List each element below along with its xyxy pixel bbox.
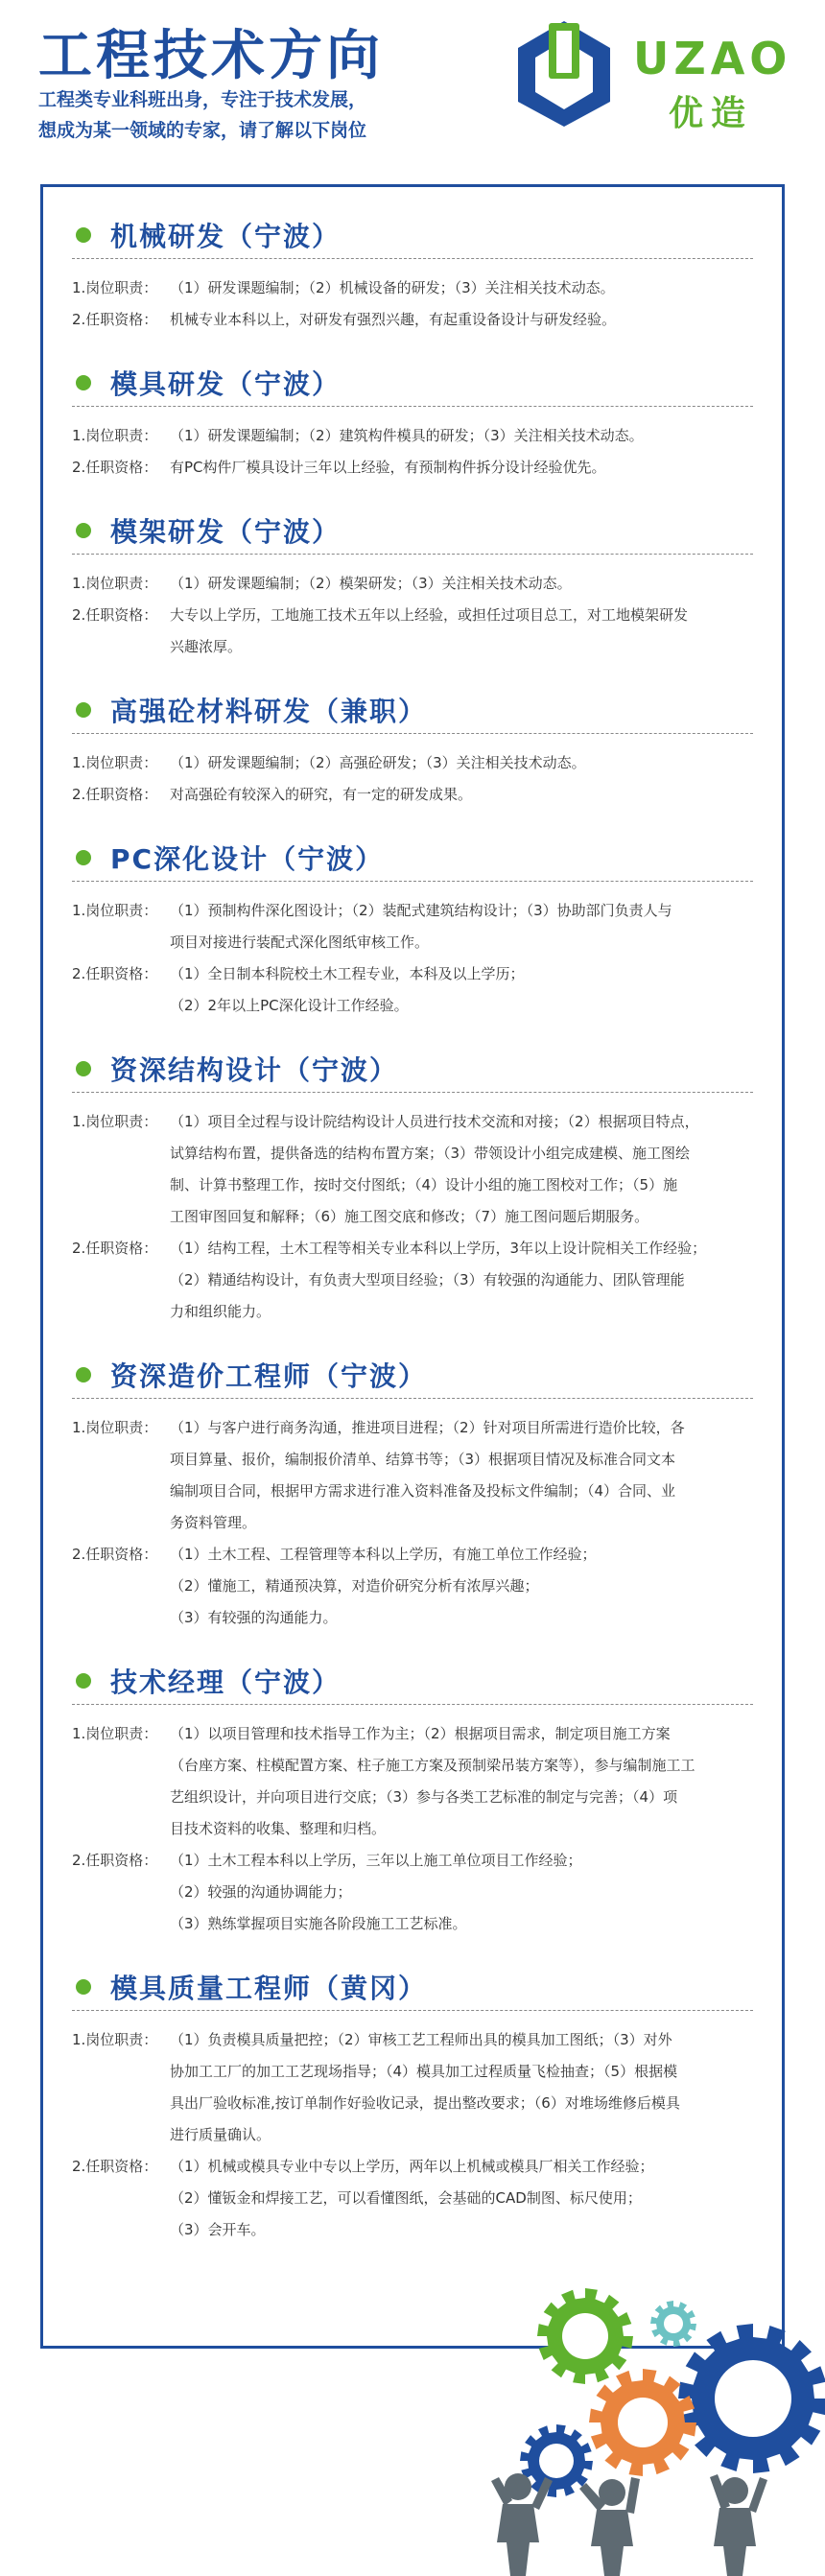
- job-duties: [72, 747, 753, 779]
- row-line: 务资料管理。: [170, 1514, 257, 1531]
- hexagon-logo-icon: [510, 17, 618, 129]
- row-line: （3）熟练掌握项目实施各阶段施工工艺标准。: [170, 1915, 467, 1932]
- logo-text-cn: 优造: [669, 94, 754, 133]
- job-duties: [72, 420, 753, 452]
- job-section: [72, 1046, 753, 1328]
- row-line: 协加工工厂的加工工艺现场指导；（4）模具加工过程质量飞检抽查；（5）根据模: [170, 2063, 678, 2080]
- row-body: [170, 2151, 753, 2246]
- row-line: （2）2年以上PC深化设计工作经验。: [170, 997, 409, 1014]
- row-label: 1.岗位职责：: [72, 575, 158, 592]
- row-line: （1）结构工程，土木工程等相关专业本科以上学历，3年以上设计院相关工作经验；: [170, 1240, 707, 1257]
- page-title: 工程技术方向: [38, 25, 384, 87]
- row-line: （1）以项目管理和技术指导工作为主；（2）根据项目需求，制定项目施工方案: [170, 1725, 671, 1742]
- row-line: （1）土木工程本科以上学历，三年以上施工单位项目工作经验；: [170, 1852, 582, 1869]
- row-line: （1）研发课题编制；（2）建筑构件模具的研发；（3）关注相关技术动态。: [170, 427, 644, 444]
- row-label: 1.岗位职责：: [72, 902, 158, 919]
- row-line: （2）懂钣金和焊接工艺，可以看懂图纸，会基础的CAD制图、标尺使用；: [170, 2189, 642, 2207]
- logo-text-en: UZAO: [633, 33, 792, 84]
- row-label: 2.任职资格：: [72, 786, 158, 803]
- row-body: [170, 895, 753, 958]
- section-header: [72, 212, 753, 259]
- section-header: [72, 1658, 753, 1705]
- row-body: [170, 420, 753, 452]
- job-title: 机械研发（宁波）: [110, 221, 342, 252]
- section-header: [72, 687, 753, 734]
- job-section: [72, 360, 753, 484]
- row-line: 试算结构布置，提供备选的结构布置方案；（3）带领设计小组完成建模、施工图绘: [170, 1145, 691, 1162]
- job-requirements: [72, 304, 753, 336]
- bullet-dot-icon: [76, 1061, 91, 1076]
- row-body: [170, 747, 753, 779]
- row-line: （台座方案、柱模配置方案、柱子施工方案及预制梁吊装方案等），参与编制施工工: [170, 1757, 695, 1774]
- bullet-dot-icon: [76, 1979, 91, 1995]
- row-label: 1.岗位职责：: [72, 1419, 158, 1436]
- job-listing-frame: [40, 184, 785, 2349]
- job-requirements: [72, 452, 753, 484]
- intro-line: 想成为某一领域的专家，请了解以下岗位: [38, 120, 367, 141]
- row-line: （2）较强的沟通协调能力；: [170, 1883, 352, 1901]
- gears-teamwork-illustration: [460, 2264, 825, 2576]
- section-header: [72, 1046, 753, 1093]
- job-requirements: [72, 779, 753, 811]
- section-header: [72, 360, 753, 407]
- job-title: 高强砼材料研发（兼职）: [110, 696, 428, 727]
- row-line: 目技术资料的收集、整理和归档。: [170, 1820, 387, 1837]
- job-section: [72, 1964, 753, 2246]
- job-duties: [72, 568, 753, 600]
- row-label: 2.任职资格：: [72, 965, 158, 982]
- bullet-dot-icon: [76, 850, 91, 865]
- bullet-dot-icon: [76, 227, 91, 243]
- row-line: （1）与客户进行商务沟通，推进项目进程；（2）针对项目所需进行造价比较，各: [170, 1419, 685, 1436]
- bullet-dot-icon: [76, 702, 91, 718]
- job-duties: [72, 272, 753, 304]
- job-title: 模具研发（宁波）: [110, 368, 342, 400]
- section-header: [72, 1352, 753, 1399]
- header: [0, 0, 825, 173]
- teal-gear-icon: [650, 2301, 696, 2347]
- intro-text: [38, 84, 366, 146]
- row-label: 1.岗位职责：: [72, 1725, 158, 1742]
- row-label: 1.岗位职责：: [72, 427, 158, 444]
- row-line: （2）懂施工，精通预决算，对造价研究分析有浓厚兴趣；: [170, 1577, 539, 1595]
- row-label: 2.任职资格：: [72, 2158, 158, 2175]
- row-line: 项目算量、报价，编制报价清单、结算书等；（3）根据项目情况及标准合同文本: [170, 1451, 676, 1468]
- row-line: 艺组织设计，并向项目进行交底；（3）参与各类工艺标准的制定与完善；（4）项: [170, 1788, 678, 1806]
- job-duties: [72, 895, 753, 958]
- row-body: [170, 1718, 753, 1845]
- bullet-dot-icon: [76, 375, 91, 390]
- row-line: （1）负责模具质量把控；（2）审核工艺工程师出具的模具加工图纸；（3）对外: [170, 2031, 672, 2048]
- row-body: [170, 1233, 753, 1328]
- row-body: [170, 600, 753, 663]
- blue-gear-icon: [678, 2324, 825, 2473]
- row-label: 1.岗位职责：: [72, 279, 158, 296]
- job-section: [72, 212, 753, 336]
- row-line: （3）会开车。: [170, 2221, 266, 2238]
- job-title: 模架研发（宁波）: [110, 516, 342, 548]
- row-label: 2.任职资格：: [72, 459, 158, 476]
- row-body: [170, 1539, 753, 1634]
- bullet-dot-icon: [76, 523, 91, 538]
- row-line: 进行质量确认。: [170, 2126, 271, 2143]
- row-line: （1）研发课题编制；（2）机械设备的研发；（3）关注相关技术动态。: [170, 279, 615, 296]
- row-body: [170, 958, 753, 1022]
- intro-line: 工程类专业科班出身，专注于技术发展，: [38, 89, 367, 110]
- job-requirements: [72, 2151, 753, 2246]
- row-line: （1）土木工程、工程管理等本科以上学历，有施工单位工作经验；: [170, 1546, 597, 1563]
- bullet-dot-icon: [76, 1367, 91, 1383]
- row-line: 编制项目合同，根据甲方需求进行准入资料准备及投标文件编制；（4）合同、业: [170, 1482, 676, 1500]
- row-body: [170, 779, 753, 811]
- job-section: [72, 687, 753, 811]
- row-line: 具出厂验收标准,按订单制作好验收记录，提出整改要求；（6）对堆场维修后模具: [170, 2094, 680, 2112]
- job-duties: [72, 1718, 753, 1845]
- row-line: （1）全日制本科院校土木工程专业，本科及以上学历；: [170, 965, 525, 982]
- row-body: [170, 1412, 753, 1539]
- job-section: [72, 508, 753, 663]
- job-title: PC深化设计（宁波）: [110, 843, 385, 875]
- job-title: 模具质量工程师（黄冈）: [110, 1973, 428, 2004]
- row-body: [170, 304, 753, 336]
- row-label: 1.岗位职责：: [72, 2031, 158, 2048]
- row-line: 项目对接进行装配式深化图纸审核工作。: [170, 934, 430, 951]
- job-duties: [72, 2024, 753, 2151]
- row-line: （1）项目全过程与设计院结构设计人员进行技术交流和对接；（2）根据项目特点，: [170, 1113, 699, 1130]
- row-body: [170, 1106, 753, 1233]
- row-body: [170, 272, 753, 304]
- row-label: 2.任职资格：: [72, 311, 158, 328]
- job-duties: [72, 1412, 753, 1539]
- row-line: （1）研发课题编制；（2）模架研发；（3）关注相关技术动态。: [170, 575, 572, 592]
- row-line: 兴趣浓厚。: [170, 638, 243, 655]
- row-line: （1）预制构件深化图设计；（2）装配式建筑结构设计；（3）协助部门负责人与: [170, 902, 672, 919]
- job-duties: [72, 1106, 753, 1233]
- job-requirements: [72, 600, 753, 663]
- row-line: （2）精通结构设计，有负责大型项目经验；（3）有较强的沟通能力、团队管理能: [170, 1271, 685, 1288]
- row-body: [170, 568, 753, 600]
- row-line: （1）机械或模具专业中专以上学历，两年以上机械或模具厂相关工作经验；: [170, 2158, 654, 2175]
- job-requirements: [72, 1539, 753, 1634]
- brand-logo: [510, 17, 798, 132]
- job-section: [72, 1352, 753, 1634]
- section-header: [72, 1964, 753, 2011]
- row-line: （3）有较强的沟通能力。: [170, 1609, 338, 1626]
- job-title: 技术经理（宁波）: [110, 1666, 342, 1698]
- people-lifting-icon: [491, 2473, 767, 2576]
- row-line: （1）研发课题编制；（2）高强砼研发；（3）关注相关技术动态。: [170, 754, 586, 771]
- job-requirements: [72, 958, 753, 1022]
- row-line: 力和组织能力。: [170, 1303, 271, 1320]
- row-body: [170, 452, 753, 484]
- row-body: [170, 1845, 753, 1940]
- row-label: 1.岗位职责：: [72, 1113, 158, 1130]
- green-gear-icon: [537, 2288, 633, 2384]
- row-line: 大专以上学历，工地施工技术五年以上经验，或担任过项目总工，对工地模架研发: [170, 606, 689, 624]
- row-line: 工图审图回复和解释；（6）施工图交底和修改；（7）施工图问题后期服务。: [170, 1208, 649, 1225]
- job-title: 资深造价工程师（宁波）: [110, 1360, 428, 1392]
- job-requirements: [72, 1845, 753, 1940]
- row-label: 2.任职资格：: [72, 1852, 158, 1869]
- bullet-dot-icon: [76, 1673, 91, 1689]
- job-sections: [72, 212, 753, 2270]
- row-line: 制、计算书整理工作，按时交付图纸；（4）设计小组的施工图校对工作；（5）施: [170, 1176, 678, 1193]
- row-body: [170, 2024, 753, 2151]
- job-title: 资深结构设计（宁波）: [110, 1054, 399, 1086]
- job-section: [72, 1658, 753, 1940]
- row-line: 有PC构件厂模具设计三年以上经验，有预制构件拆分设计经验优先。: [170, 459, 606, 476]
- row-label: 2.任职资格：: [72, 606, 158, 624]
- job-section: [72, 835, 753, 1022]
- row-label: 1.岗位职责：: [72, 754, 158, 771]
- row-line: 机械专业本科以上，对研发有强烈兴趣，有起重设备设计与研发经验。: [170, 311, 617, 328]
- row-label: 2.任职资格：: [72, 1546, 158, 1563]
- row-line: 对高强砼有较深入的研究，有一定的研发成果。: [170, 786, 473, 803]
- section-header: [72, 835, 753, 882]
- section-header: [72, 508, 753, 555]
- job-requirements: [72, 1233, 753, 1328]
- row-label: 2.任职资格：: [72, 1240, 158, 1257]
